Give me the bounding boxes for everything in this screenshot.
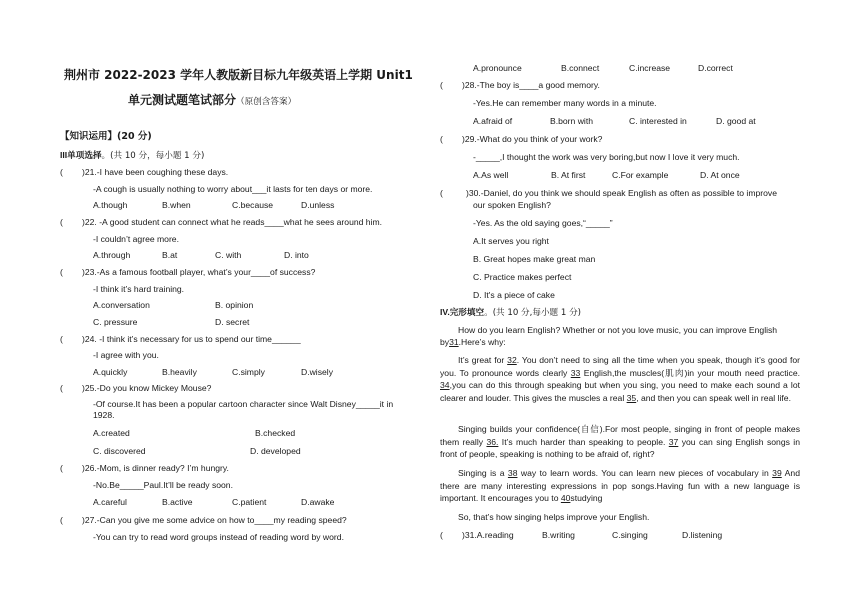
part3-heading xyxy=(60,150,204,162)
q24-answer: -I agree with you. xyxy=(93,350,159,360)
passage-p1-line2 xyxy=(440,337,506,348)
q21-question: )21.-I have been coughing these days. xyxy=(82,167,229,177)
q30-question-line1: )30.-Daniel, do you think we should speak English as often as possible to improve xyxy=(466,188,777,198)
q29-option-b: B. At first xyxy=(551,170,586,180)
q30-option-d: D. It's a piece of cake xyxy=(473,290,555,300)
q30-option-c: C. Practice makes perfect xyxy=(473,272,572,282)
part4-note: 。(共 10 分,每小题 1 分) xyxy=(484,308,582,318)
part3-label: III单项选择 xyxy=(60,150,102,160)
blank-32: 32 xyxy=(507,355,517,365)
blank-33: 33 xyxy=(570,367,581,378)
q22-answer: -I couldn’t agree more. xyxy=(93,234,179,244)
passage-text: way to learn words. You can learn new pieces of vocabulary in xyxy=(517,468,773,478)
q24-option-b: B.heavily xyxy=(162,367,197,377)
q24-option-d: D.wisely xyxy=(301,367,333,377)
passage-text: Singing is a xyxy=(458,468,508,478)
blank-38: 38 xyxy=(507,468,518,478)
blank-37: 37 xyxy=(668,436,679,447)
q22-option-b: B.at xyxy=(162,250,178,260)
q22-option-a: A.through xyxy=(93,250,131,260)
q25-option-b: B.checked xyxy=(255,428,296,438)
q28-option-b: B.born with xyxy=(550,116,593,126)
passage-text: , and then you can speak well in real life. xyxy=(636,392,791,403)
passage-text: you can sing English songs in front of people, speaking is nothing to be afraid of, right? xyxy=(440,436,801,460)
q30-paren: ( xyxy=(440,188,443,198)
q26-question: )26.-Mom, is dinner ready? I’m hungry. xyxy=(82,463,229,473)
blank-36: 36. xyxy=(486,436,499,447)
q24-option-a: A.quickly xyxy=(93,367,128,377)
q24-option-c: C.simply xyxy=(232,367,265,377)
q25-option-c: C. discovered xyxy=(93,446,146,456)
q31-option-c: C.singing xyxy=(612,530,648,540)
q30-option-a: A.It serves you right xyxy=(473,236,549,246)
q28-answer: -Yes.He can remember many words in a minute. xyxy=(473,98,657,108)
q29-option-a: A.As well xyxy=(473,170,509,180)
subtitle-main: 单元测试题笔试部分 xyxy=(128,93,237,107)
passage-p3 xyxy=(440,423,800,461)
passage-text: ,you can do this through speaking but when you sing, you need to make each sound a lot clearer and louder. This gives the muscles a real xyxy=(440,380,800,403)
blank-31: 31 xyxy=(449,337,459,347)
q26-option-d: D.awake xyxy=(301,497,335,507)
q26-option-a: A.careful xyxy=(93,497,127,507)
q22-question: )22. -A good student can connect what he reads____what he sees around him. xyxy=(82,217,383,227)
q23-option-c: C. pressure xyxy=(93,317,138,327)
blank-39: 39 xyxy=(772,468,782,478)
q21-answer: -A cough is usually nothing to worry about___it lasts for ten days or more. xyxy=(93,184,373,194)
q21-option-d: D.unless xyxy=(301,200,335,210)
passage-p5: So, that’s how singing helps improve your English. xyxy=(458,512,650,522)
q27-answer: -You can try to read word groups instead of reading word by word. xyxy=(93,532,344,542)
q29-answer: -_____,I thought the work was very boring,but now I love it very much. xyxy=(473,152,740,162)
blank-40: 40 xyxy=(560,493,571,504)
q21-option-a: A.though xyxy=(93,200,128,210)
passage-p2 xyxy=(440,354,800,404)
part4-label: IV.完形填空 xyxy=(440,307,485,317)
q24-question: )24. -I think it’s necessary for us to spend our time______ xyxy=(82,334,301,344)
q23-question: )23.-As a famous football player, what’s your____of success? xyxy=(82,267,316,277)
q27-option-d: D.correct xyxy=(698,63,733,73)
q23-option-d: D. secret xyxy=(215,317,250,327)
q31-option-d: D.listening xyxy=(682,530,723,540)
q29-question: )29.-What do you think of your work? xyxy=(462,134,603,144)
passage-text: studying xyxy=(570,493,603,504)
q23-paren: ( xyxy=(60,267,63,277)
q27-option-b: B.connect xyxy=(561,63,600,73)
passage-text: Singing builds your confidence(自信).For most people, singing in front of people makes them really xyxy=(440,424,800,447)
q22-option-c: C. with xyxy=(215,250,242,260)
q25-option-d: D. developed xyxy=(250,446,301,456)
part3-note: 。(共 10 分，每小题 1 分) xyxy=(101,151,205,161)
q31-paren: ( xyxy=(440,530,443,540)
q23-option-a: A.conversation xyxy=(93,300,150,310)
passage-p1-line1: How do you learn English? Whether or not you love music, you can improve English xyxy=(458,325,778,335)
part4-heading xyxy=(440,307,581,319)
passage-text: . You don’t need to sing all the time when you speak, though it’s good for you. To pronounce words clearly xyxy=(440,355,801,378)
q30-question-line2: our spoken English? xyxy=(473,200,551,210)
q24-paren: ( xyxy=(60,334,63,344)
q26-paren: ( xyxy=(60,463,63,473)
passage-text: It’s great for xyxy=(458,355,508,365)
q21-option-c: C.because xyxy=(232,200,274,210)
q25-option-a: A.created xyxy=(93,428,130,438)
q21-paren: ( xyxy=(60,167,63,177)
q22-option-d: D. into xyxy=(284,250,309,260)
q25-question: )25.-Do you know Mickey Mouse? xyxy=(82,383,212,393)
q22-paren: ( xyxy=(60,217,63,227)
passage-text: It’s much harder than speaking to people. xyxy=(498,436,669,447)
q26-answer: -No.Be_____Paul.It’ll be ready soon. xyxy=(93,480,233,490)
subtitle-note: （原创含答案） xyxy=(236,97,297,107)
q27-question: )27.-Can you give me some advice on how to____my reading speed? xyxy=(82,515,347,525)
q27-paren: ( xyxy=(60,515,63,525)
q31-option-a: )31.A.reading xyxy=(462,530,514,540)
q31-option-b: B.writing xyxy=(542,530,575,540)
blank-34: 34 xyxy=(440,380,450,391)
passage-text: by xyxy=(440,337,450,347)
q23-option-b: B. opinion xyxy=(215,300,254,310)
q27-option-a: A.pronounce xyxy=(473,63,522,73)
section-heading: 【知识运用】(20 分) xyxy=(60,131,152,142)
q30-option-b: B. Great hopes make great man xyxy=(473,254,596,264)
q26-option-c: C.patient xyxy=(232,497,267,507)
q30-answer: -Yes. As the old saying goes,“_____” xyxy=(473,218,613,228)
q29-option-d: D. At once xyxy=(700,170,740,180)
q28-paren: ( xyxy=(440,80,443,90)
q21-option-b: B.when xyxy=(162,200,191,210)
q29-option-c: C.For example xyxy=(612,170,669,180)
page-subtitle xyxy=(128,91,296,108)
q25-paren: ( xyxy=(60,383,63,393)
q29-paren: ( xyxy=(440,134,443,144)
q28-option-c: C. interested in xyxy=(629,116,687,126)
q28-option-d: D. good at xyxy=(716,116,756,126)
q26-option-b: B.active xyxy=(162,497,193,507)
q25-answer-line1: -Of course.It has been a popular cartoon character since Walt Disney_____it in xyxy=(93,399,394,409)
passage-text: .Here’s why: xyxy=(458,337,506,347)
passage-text: And there are many interesting expressions in pop songs.Having fun with a new language is important. It encourages you to xyxy=(440,468,800,504)
q23-answer: -I think it’s hard training. xyxy=(93,284,185,294)
passage-p4 xyxy=(440,467,800,505)
passage-text: English,the muscles(肌肉)in your mouth need practice. xyxy=(580,367,800,378)
q28-question: )28.-The boy is____a good memory. xyxy=(462,80,600,90)
page-title: 荆州市 2022-2023 学年人教版新目标九年级英语上学期 Unit1 xyxy=(64,68,413,82)
blank-35: 35 xyxy=(626,392,637,403)
q27-option-c: C.increase xyxy=(629,63,671,73)
q28-option-a: A.afraid of xyxy=(473,116,513,126)
q25-answer-line2: 1928. xyxy=(93,410,115,420)
